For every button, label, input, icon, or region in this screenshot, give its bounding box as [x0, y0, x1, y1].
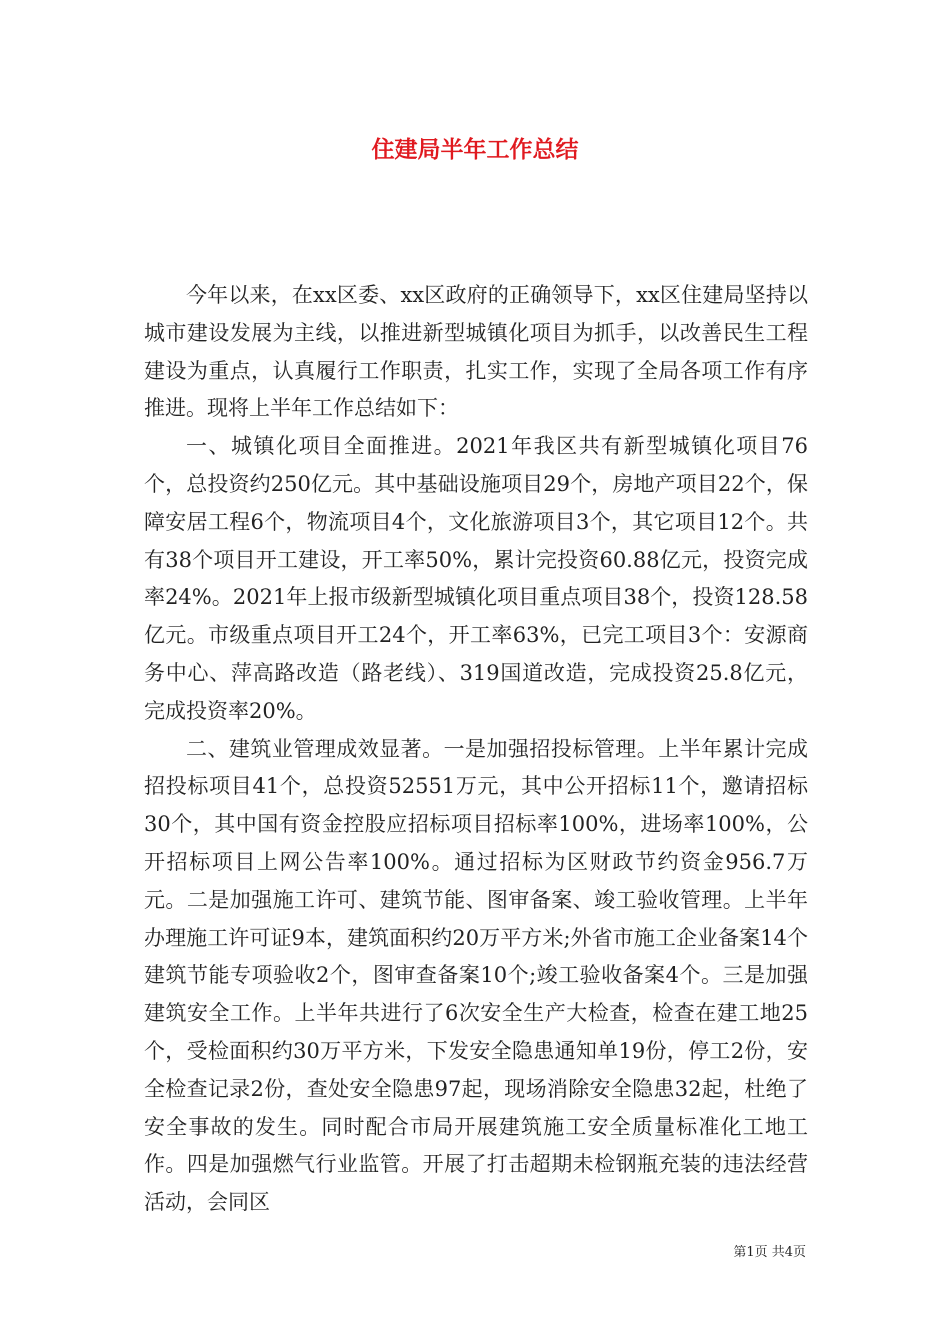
document-body — [144, 277, 808, 1222]
paragraph-intro: 今年以来，在xx区委、xx区政府的正确领导下，xx区住建局坚持以城市建设发展为主线，以推进新型城镇化项目为抓手，以改善民生工程建设为重点，认真履行工作职责，扎实工作，实现了全局各项工作有序推进。现将上半年工作总结如下： — [144, 283, 808, 421]
paragraph-section-1: 一、城镇化项目全面推进。2021年我区共有新型城镇化项目76个，总投资约250亿元。其中基础设施项目29个，房地产项目22个，保障安居工程6个，物流项目4个，文化旅游项目3个，其它项目12个。共有38个项目开工建设，开工率50%，累计完投资60.88亿元，投资完成率24%。2021年上报市级新型城镇化项目重点项目38个，投资128.58亿元。市级重点项目开工24个，开工率63%，已完工项目3个：安源商务中心、萍高路改造（路老线）、319国道改造，完成投资25.8亿元，完成投资率20%。 — [144, 434, 808, 723]
document-title: 住建局半年工作总结 — [371, 136, 579, 163]
page-number-footer: 第1页 共4页 — [733, 1245, 806, 1260]
paragraph-section-2: 二、建筑业管理成效显著。一是加强招投标管理。上半年累计完成招投标项目41个，总投资52551万元，其中公开招标11个，邀请招标30个，其中国有资金控股应招标项目招标率100%，进场率100%，公开招标项目上网公告率100%。通过招标为区财政节约资金956.7万元。二是加强施工许可、建筑节能、图审备案、竣工验收管理。上半年办理施工许可证9本，建筑面积约20万平方米;外省市施工企业备案14个建筑节能专项验收2个，图审查备案10个;竣工验收备案4个。三是加强建筑安全工作。上半年共进行了6次安全生产大检查，检查在建工地25个，受检面积约30万平方米，下发安全隐患通知单19份，停工2份，安全检查记录2份，查处安全隐患97起，现场消除安全隐患32起，杜绝了安全事故的发生。同时配合市局开展建筑施工安全质量标准化工地工作。四是加强燃气行业监管。开展了打击超期未检钢瓶充装的违法经营活动，会同区 — [144, 736, 808, 1215]
